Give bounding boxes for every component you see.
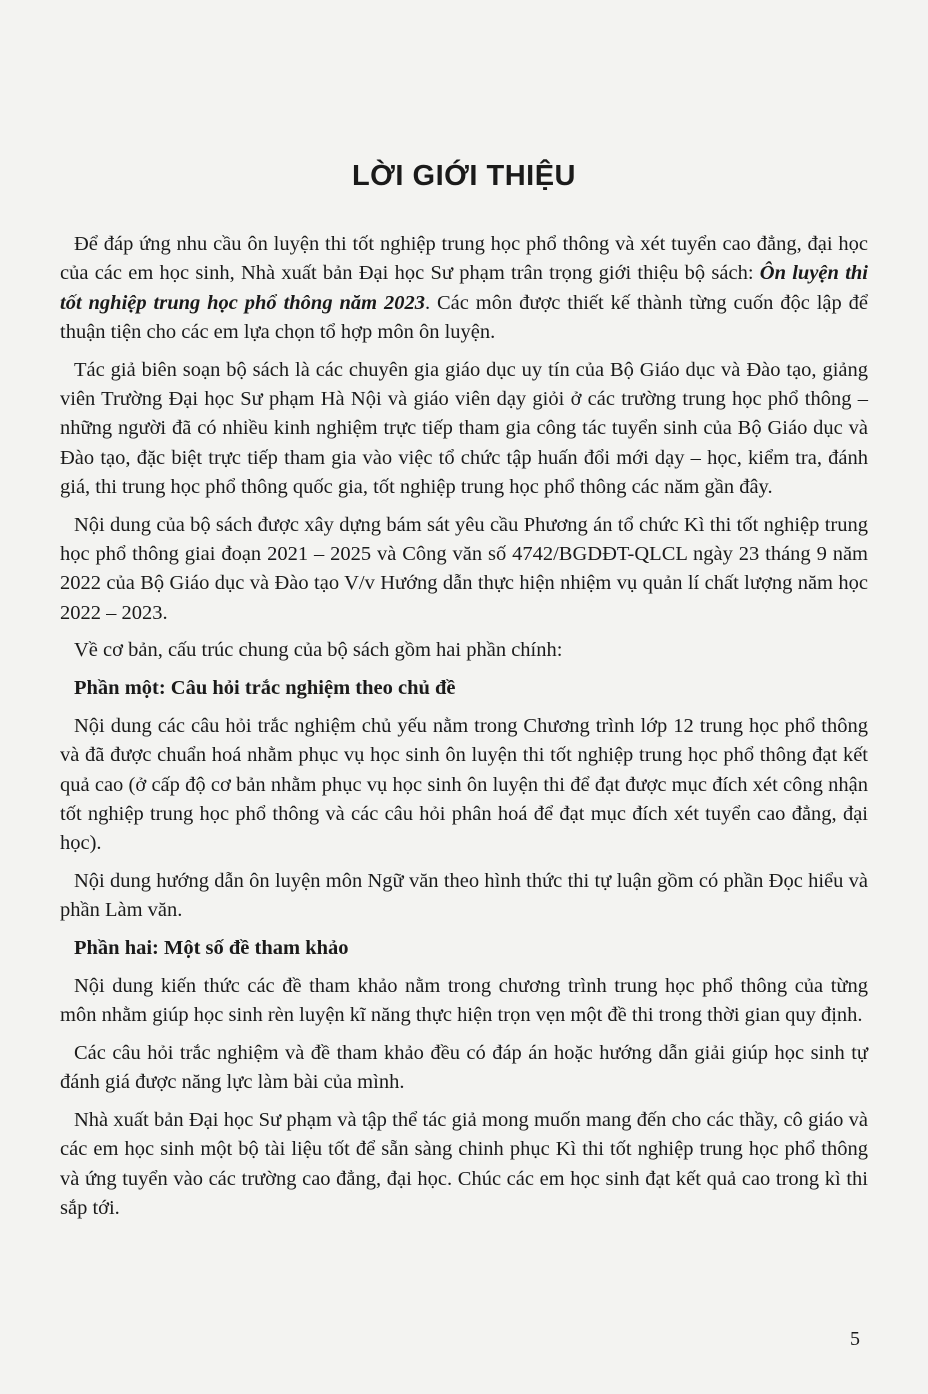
paragraph-literature: Nội dung hướng dẫn ôn luyện môn Ngữ văn theo hình thức thi tự luận gồm có phần Đọc hiểu và phần Làm văn. xyxy=(60,869,868,922)
paragraph-part-two: Nội dung kiến thức các đề tham khảo nằm trong chương trình trung học phổ thông của từng môn nhằm giúp học sinh rèn luyện kĩ năng thực hiện trọn vẹn một đề thi trong thời gian quy định. xyxy=(60,974,868,1027)
book-series-title: Ôn luyện thi tốt nghiệp trung học phổ thông năm 2023 xyxy=(60,262,868,314)
page-number: 5 xyxy=(850,1328,860,1350)
heading-part-two: Phần hai: Một số đề tham khảo xyxy=(74,937,349,960)
paragraph-content-basis: Nội dung của bộ sách được xây dựng bám sát yêu cầu Phương án tổ chức Kì thi tốt nghiệp trung học phổ thông giai đoạn 2021 – 2025 và Công văn số 4742/BGDĐT-QLCL ngày 23 tháng 9 năm 2022 của Bộ Giáo dục và Đào tạo V/v Hướng dẫn thực hiện nhiệm vụ quản lí chất lượng năm học 2022 – 2023. xyxy=(60,513,868,624)
paragraph-part-one: Nội dung các câu hỏi trắc nghiệm chủ yếu nằm trong Chương trình lớp 12 trung học phổ thông và đã được chuẩn hoá nhằm phục vụ học sinh ôn luyện thi tốt nghiệp trung học phổ thông đạt kết quả cao (ở cấp độ cơ bản nhằm phục vụ học sinh ôn luyện thi để đạt được mục đích xét công nhận tốt nghiệp trung học phổ thông và các câu hỏi phân hoá để đạt mục đích xét tuyển cao đẳng, đại học). xyxy=(60,714,868,855)
body-text xyxy=(60,230,868,1232)
paragraph-structure: Về cơ bản, cấu trúc chung của bộ sách gồm hai phần chính: xyxy=(74,639,563,662)
paragraph-authors: Tác giả biên soạn bộ sách là các chuyên gia giáo dục uy tín của Bộ Giáo dục và Đào tạo, giảng viên Trường Đại học Sư phạm Hà Nội và giáo viên dạy giỏi ở các trường trung học phổ thông – những người đã có nhiều kinh nghiệm trực tiếp tham gia công tác tuyển sinh của Bộ Giáo dục và Đào tạo, đặc biệt trực tiếp tham gia vào việc tổ chức tập huấn đổi mới dạy – học, kiểm tra, đánh giá, thi trung học phổ thông quốc gia, tốt nghiệp trung học phổ thông các năm gần đây. xyxy=(60,358,868,498)
page-title: LỜI GIỚI THIỆU xyxy=(351,160,577,192)
paragraph-closing: Nhà xuất bản Đại học Sư phạm và tập thể tác giả mong muốn mang đến cho các thầy, cô giáo và các em học sinh một bộ tài liệu tốt để sẵn sàng chinh phục Kì thi tốt nghiệp trung học phổ thông và ứng tuyển vào các trường cao đẳng, đại học. Chúc các em học sinh đạt kết quả cao trong kì thi sắp tới. xyxy=(60,1109,868,1219)
paragraph-answers: Các câu hỏi trắc nghiệm và đề tham khảo đều có đáp án hoặc hướng dẫn giải giúp học sinh tự đánh giá được năng lực làm bài của mình. xyxy=(60,1041,868,1094)
heading-part-one: Phần một: Câu hỏi trắc nghiệm theo chủ đề xyxy=(74,677,456,700)
paragraph-intro: Để đáp ứng nhu cầu ôn luyện thi tốt nghiệp trung học phổ thông và xét tuyển cao đẳng, đại học của các em học sinh, Nhà xuất bản Đại học Sư phạm trân trọng giới thiệu bộ sách: Ôn luyện thi tốt nghiệp trung học phổ thông năm 2023. Các môn được thiết kế thành từng cuốn độc lập để thuận tiện cho các em lựa chọn tổ hợp môn ôn luyện. xyxy=(60,233,869,343)
